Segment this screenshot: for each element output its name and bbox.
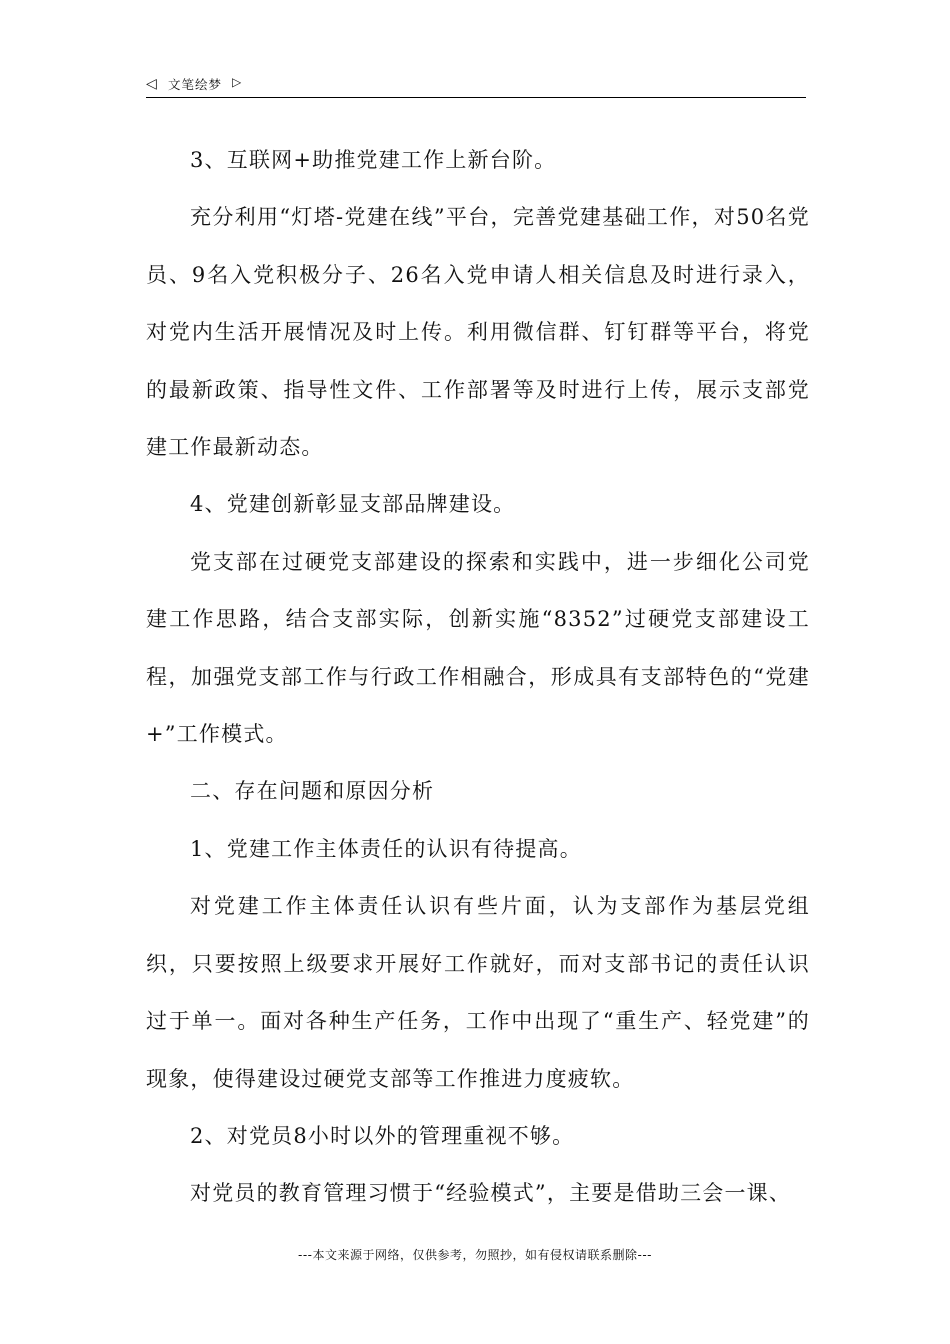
subheading-management: 2、对党员8小时以外的管理重视不够。 (190, 1123, 575, 1148)
page-footer: ---本文来源于网络，仅供参考，勿照抄，如有侵权请联系删除--- (298, 1248, 652, 1262)
document-body (146, 132, 810, 1223)
paragraph-responsibility: 对党建工作主体责任认识有些片面，认为支部作为基层党组织，只要按照上级要求开展好工作就好，而对支部书记的责任认识过于单一。面对各种生产任务，工作中出现了“重生产、轻党建”的现象，使得建设过硬党支部等工作推进力度疲软。 (146, 894, 810, 1091)
triangle-right-icon: ▷ (232, 75, 242, 89)
page-header (146, 74, 806, 98)
section-heading-internet-plus: 3、互联网+助推党建工作上新台阶。 (190, 148, 557, 172)
triangle-left-icon: ◁ (146, 76, 157, 92)
paragraph-management: 对党员的教育管理习惯于“经验模式”，主要是借助三会一课、 (190, 1181, 792, 1206)
header-divider (146, 97, 806, 98)
header-title: 文笔绘梦 (168, 77, 223, 92)
subheading-responsibility: 1、党建工作主体责任的认识有待提高。 (190, 836, 582, 861)
section-heading-brand-building: 4、党建创新彰显支部品牌建设。 (190, 492, 516, 517)
paragraph-brand-building: 党支部在过硬党支部建设的探索和实践中，进一步细化公司党建工作思路，结合支部实际，创新实施“8352”过硬党支部建设工程，加强党支部工作与行政工作相融合，形成具有支部特色的“党建+”工作模式。 (146, 549, 810, 747)
section-heading-problems: 二、存在问题和原因分析 (190, 779, 435, 804)
paragraph-platform-usage: 充分利用“灯塔-党建在线”平台，完善党建基础工作，对50名党员、9名入党积极分子、26名入党申请人相关信息及时进行录入，对党内生活开展情况及时上传。利用微信群、钉钉群等平台，将党的最新政策、指导性文件、工作部署等及时进行上传，展示支部党建工作最新动态。 (146, 205, 810, 460)
